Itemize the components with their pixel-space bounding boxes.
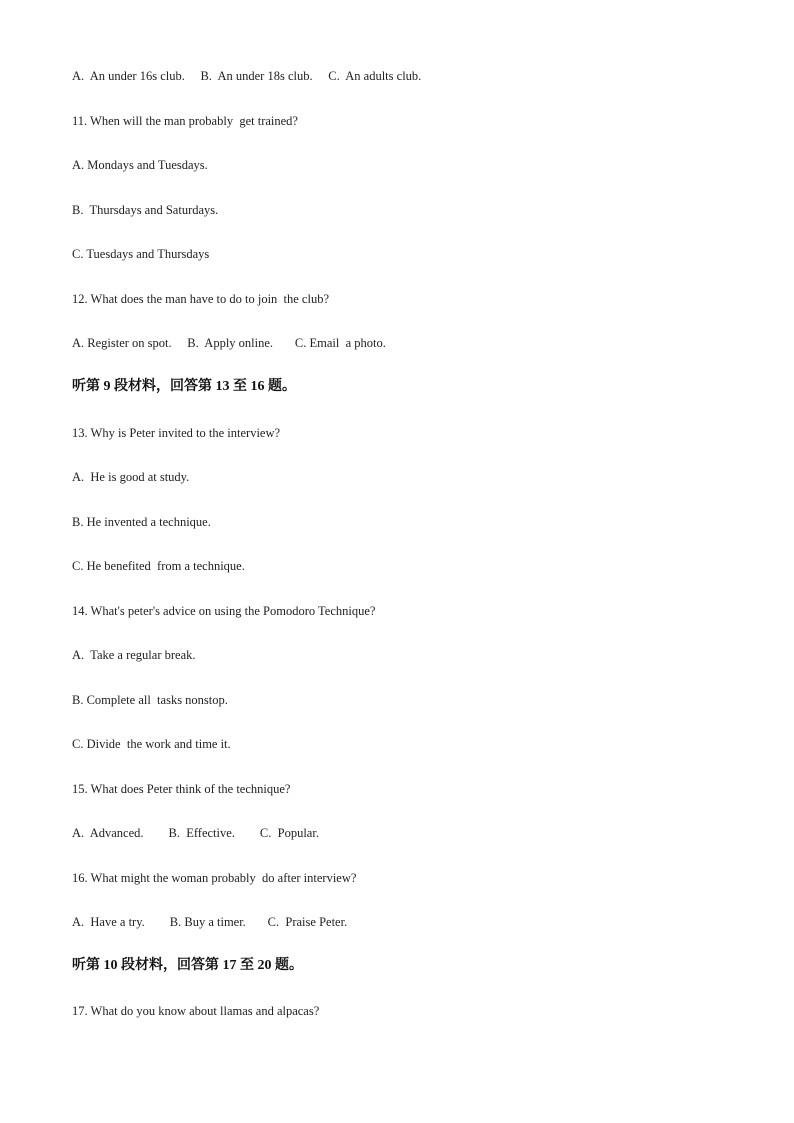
question-line: 15. What does Peter think of the technique?	[72, 782, 291, 796]
question-line: 17. What do you know about llamas and alpacas?	[72, 1004, 320, 1018]
option-line: C. Divide the work and time it.	[72, 737, 231, 751]
question-line: 11. When will the man probably get trained?	[72, 114, 298, 128]
option-line: A. He is good at study.	[72, 470, 190, 484]
option-line: C. Tuesdays and Thursdays	[72, 247, 210, 261]
question-line: 12. What does the man have to do to join the club?	[72, 292, 330, 306]
question-line: 13. Why is Peter invited to the interview?	[72, 426, 281, 440]
option-line: A. Register on spot. B. Apply online. C. Email a photo.	[72, 336, 386, 350]
option-line: A. Have a try. B. Buy a timer. C. Praise Peter.	[72, 915, 348, 929]
option-line: B. Thursdays and Saturdays.	[72, 203, 219, 217]
section-heading: 听第 10 段材料，回答第 17 至 20 题。	[72, 958, 303, 973]
option-line: B. Complete all tasks nonstop.	[72, 693, 228, 707]
option-line: A. Take a regular break.	[72, 648, 196, 662]
question-line: 16. What might the woman probably do after interview?	[72, 871, 357, 885]
option-line: A. Advanced. B. Effective. C. Popular.	[72, 826, 319, 840]
option-line: C. He benefited from a technique.	[72, 559, 245, 573]
option-line: A. Mondays and Tuesdays.	[72, 158, 208, 172]
option-line: B. He invented a technique.	[72, 515, 211, 529]
question-line: 14. What's peter's advice on using the Pomodoro Technique?	[72, 604, 376, 618]
section-heading: 听第 9 段材料，回答第 13 至 16 题。	[72, 379, 296, 394]
option-line: A. An under 16s club. B. An under 18s club. C. An adults club.	[72, 69, 422, 83]
